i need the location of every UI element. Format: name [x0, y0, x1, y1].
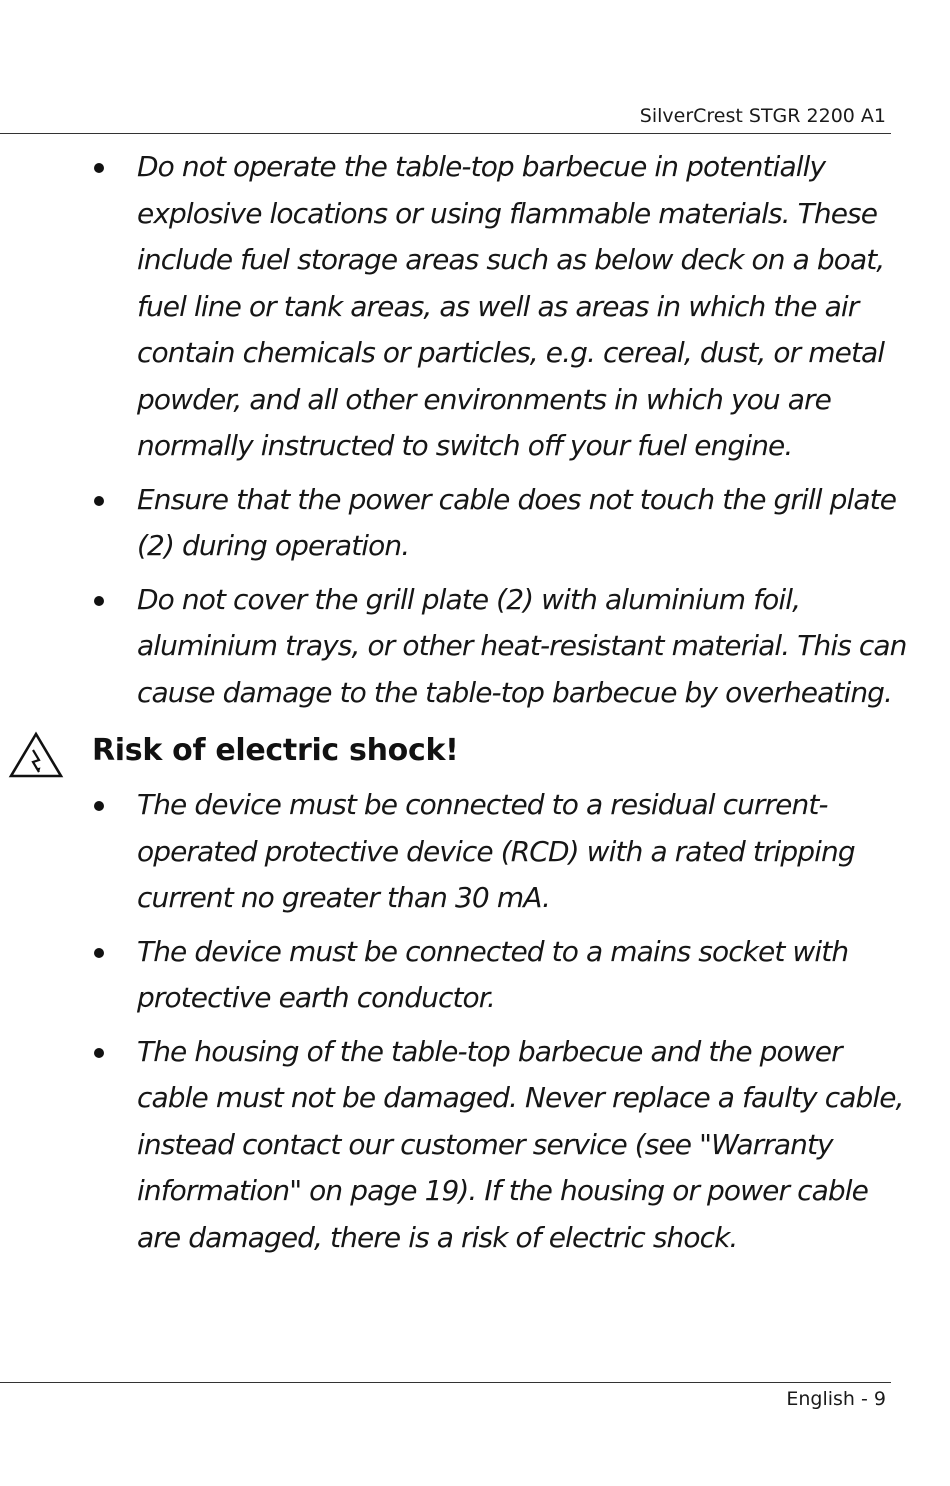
- bullet-icon: [94, 948, 104, 958]
- bullet-icon: [94, 1048, 104, 1058]
- electric-hazard-icon: [8, 731, 64, 779]
- bullet-icon: [94, 163, 104, 173]
- list-item-text: Do not cover the grill plate (2) with aluminium foil, aluminium trays, or other heat-resistant material. This can cause damage to the table-top barbecue by overheating.: [137, 582, 907, 709]
- safety-list-electric: [0, 782, 950, 1268]
- warning-title: Risk of electric shock!: [92, 733, 459, 768]
- list-item: [0, 144, 950, 470]
- list-item-text: Do not operate the table-top barbecue in potentially explosive locations or using flammable materials. These include fuel storage areas such as below deck on a boat, fuel line or tank areas, as well as areas in which the air contain chemicals or particles, e.g. cereal, dust, or metal powder, and all other environments in which you are normally instructed to switch off your fuel engine.: [137, 150, 885, 462]
- bullet-icon: [94, 496, 104, 506]
- page-number: English - 9: [786, 1388, 886, 1410]
- list-item: [0, 782, 950, 922]
- bullet-icon: [94, 596, 104, 606]
- list-item: [0, 929, 950, 1022]
- safety-list-general: [0, 144, 950, 723]
- warning-heading: [0, 729, 950, 777]
- list-item-text: Ensure that the power cable does not touch the grill plate (2) during operation.: [137, 482, 897, 562]
- bullet-icon: [94, 801, 104, 811]
- footer-divider: [0, 1382, 891, 1383]
- list-item-text: The device must be connected to a mains socket with protective earth conductor.: [137, 934, 849, 1014]
- list-item: [0, 477, 950, 570]
- page-header: SilverCrest STGR 2200 A1: [639, 105, 886, 127]
- header-divider: [0, 133, 891, 134]
- list-item-text: The device must be connected to a residual current-operated protective device (RCD) with a rated tripping current no greater than 30 mA.: [137, 788, 855, 914]
- list-item-text: The housing of the table-top barbecue and the power cable must not be damaged. Never replace a faulty cable, instead contact our customer service (see "Warranty information" on page 19). If the housing or power cable are damaged, there is a risk of electric shock.: [137, 1034, 904, 1254]
- list-item: [0, 1029, 950, 1262]
- list-item: [0, 577, 950, 717]
